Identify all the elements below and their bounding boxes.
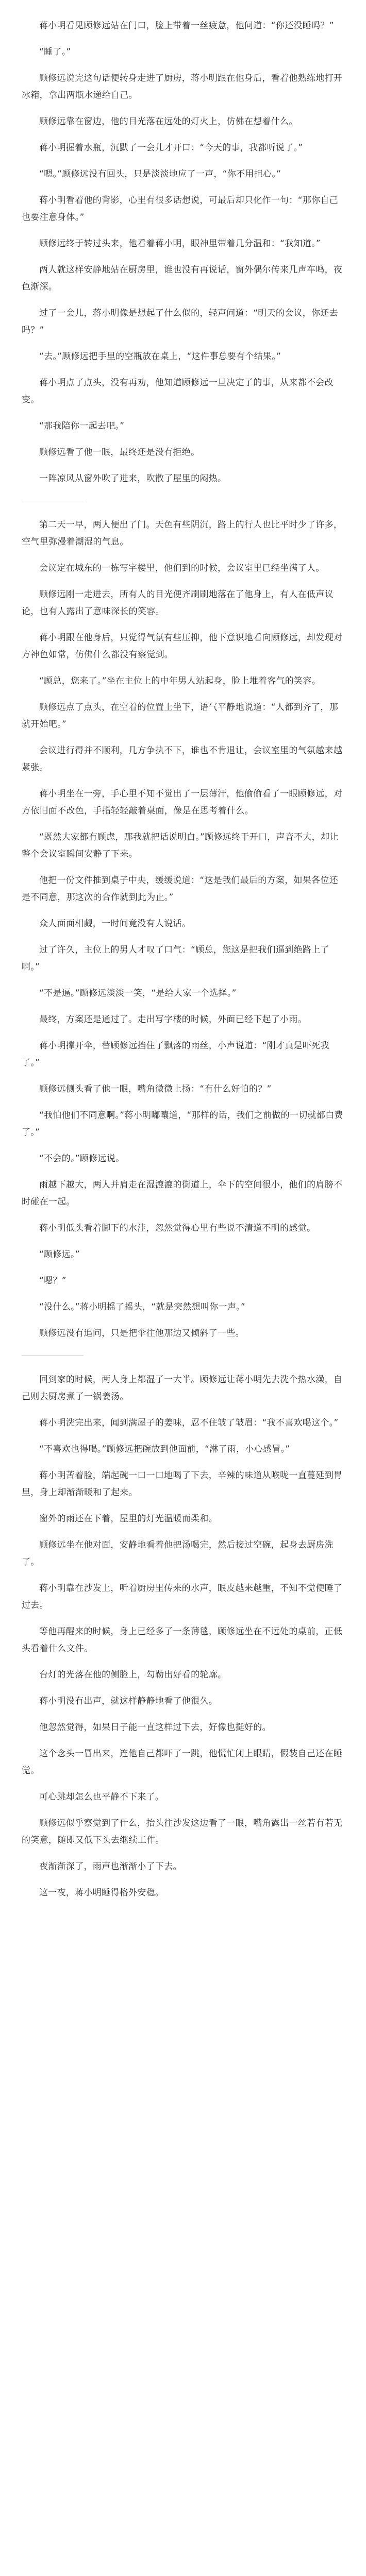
- paragraph: “嗯。”顾修远没有回头，只是淡淡地应了一声，“你不用担心。”: [39, 169, 281, 179]
- paragraph: 会议进行得并不顺利，几方争执不下，谁也不肯退让，会议室里的气氛越来越紧张。: [22, 745, 343, 773]
- paragraph: 顾修远侧头看了他一眼，嘴角微微上扬：“有什么好怕的？”: [39, 1084, 272, 1094]
- paragraph: 最终，方案还是通过了。走出写字楼的时候，外面已经下起了小雨。: [39, 1014, 307, 1025]
- paragraph: 等他再醒来的时候，身上已经多了一条薄毯，顾修远坐在不远处的桌前，正低头看着什么文件。: [22, 1626, 343, 1654]
- paragraph: 过了一会儿，蒋小明像是想起了什么似的，轻声问道：“明天的会议，你还去吗？”: [22, 308, 339, 335]
- paragraph: “不喜欢也得喝。”顾修远把碗放到他面前，“淋了雨，小心感冒。”: [39, 1444, 290, 1454]
- paragraph: 顾修远说完这句话便转身走进了厨房，蒋小明跟在他身后，看着他熟练地打开冰箱，拿出两瓶水递给自己。: [22, 73, 343, 100]
- paragraph: 蒋小明低头看着脚下的水洼，忽然觉得心里有些说不清道不明的感觉。: [39, 1223, 316, 1233]
- paragraph: “既然大家都有顾虑，那我就把话说明白。”顾修远终于开口，声音不大，却让整个会议室瞬间安静了下来。: [22, 832, 339, 859]
- paragraph: 众人面面相觑，一时间竟没有人说话。: [39, 919, 191, 929]
- paragraph: 顾修远坐在他对面，安静地看着他把汤喝完，然后接过空碗，起身去厨房洗了。: [22, 1540, 334, 1567]
- paragraph: “不是逼。”顾修远淡淡一笑，“是给大家一个选择。”: [39, 988, 237, 998]
- paragraph: “去。”顾修远把手里的空瓶放在桌上，“这件事总要有个结果。”: [39, 351, 281, 362]
- paragraph: 顾修远似乎察觉到了什么，抬头往沙发这边看了一眼，嘴角露出一丝若有若无的笑意，随即又低下头去继续工作。: [22, 1818, 343, 1845]
- paragraph: “顾修远。”: [39, 1249, 80, 1260]
- paragraph: “顾总，您来了。”坐在主位上的中年男人站起身，脸上堆着客气的笑容。: [39, 676, 321, 686]
- paragraph: “那我陪你一起去吧。”: [39, 421, 125, 431]
- paragraph: 台灯的光落在他的侧脸上，勾勒出好看的轮廓。: [39, 1670, 227, 1680]
- paragraph: 顾修远终于转过头来，他看着蒋小明，眼神里带着几分温和：“我知道。”: [39, 239, 321, 249]
- paragraph: 顾修远看了他一眼，最终还是没有拒绝。: [39, 447, 200, 457]
- paragraph: 顾修远没有追问，只是把伞往他那边又倾斜了一些。: [39, 1328, 244, 1338]
- paragraph: 顾修远刚一走进去，所有人的目光便齐刷刷地落在了他身上，有人在低声议论，也有人露出了意味深长的笑容。: [22, 589, 334, 617]
- paragraph: 蒋小明靠在沙发上，听着厨房里传来的水声，眼皮越来越重，不知不觉便睡了过去。: [22, 1583, 343, 1611]
- paragraph: 这个念头一冒出来，连他自己都吓了一跳，他慌忙闭上眼睛，假装自己还在睡觉。: [22, 1749, 343, 1776]
- paragraph: 一阵凉风从窗外吹了进来，吹散了屋里的闷热。: [39, 473, 227, 484]
- paragraph: 蒋小明握着水瓶，沉默了一会儿才开口：“今天的事，我都听说了。”: [39, 143, 303, 153]
- paragraph: 会议定在城东的一栋写字楼里，他们到的时候，会议室里已经坐满了人。: [39, 563, 325, 573]
- paragraph: 窗外的雨还在下着，屋里的灯光温暖而柔和。: [39, 1514, 218, 1524]
- paragraph: 蒋小明看着他的背影，心里有很多话想说，可最后却只化作一句：“那你自己也要注意身体。”: [22, 195, 339, 223]
- paragraph: 顾修远点了点头，在空着的位置上坐下，语气平静地说道：“人都到齐了，那就开始吧。”: [22, 702, 339, 730]
- paragraph: 蒋小明苦着脸，端起碗一口一口地喝了下去，辛辣的味道从喉咙一直蔓延到胃里，身上却渐渐暖和了起来。: [22, 1470, 343, 1498]
- paragraph: 蒋小明点了点头，没有再劝，他知道顾修远一旦决定了的事，从来都不会改变。: [22, 378, 334, 405]
- section-divider: [22, 1355, 84, 1356]
- paragraph: 回到家的时候，两人身上都湿了一大半。顾修远让蒋小明先去洗个热水澡，自己则去厨房煮了一锅姜汤。: [22, 1375, 343, 1402]
- paragraph: 过了许久，主位上的男人才叹了口气：“顾总，您这是把我们逼到绝路上了啊。”: [22, 945, 329, 972]
- paragraph: 两人就这样安静地站在厨房里，谁也没有再说话，窗外偶尔传来几声车鸣，夜色渐深。: [22, 265, 343, 292]
- paragraph: “睡了。”: [39, 47, 71, 57]
- paragraph: 夜渐渐深了，雨声也渐渐小了下去。: [39, 1861, 182, 1872]
- paragraph: “没什么。”蒋小明摇了摇头，“就是突然想叫你一声。”: [39, 1302, 246, 1312]
- paragraph: “不会的。”顾修远说。: [39, 1154, 125, 1164]
- section-1: [22, 18, 344, 487]
- paragraph: 蒋小明没有出声，就这样静静地看了他很久。: [39, 1696, 218, 1706]
- section-2: [22, 517, 344, 1342]
- paragraph: “嗯？”: [39, 1276, 66, 1286]
- paragraph: 蒋小明跟在他身后，只觉得气氛有些压抑，他下意识地看向顾修远，却发现对方神色如常，仿佛什么都没有察觉到。: [22, 633, 343, 660]
- paragraph: 可心跳却怎么也平静不下来了。: [39, 1792, 164, 1802]
- paragraph: 蒋小明坐在一旁，手心里不知不觉出了一层薄汗，他偷偷看了一眼顾修远，对方依旧面不改色，手指轻轻敲着桌面，像是在思考着什么。: [22, 789, 343, 816]
- paragraph: 他把一份文件推到桌子中央，缓缓说道：“这是我们最后的方案，如果各位还是不同意，那这次的合作就到此为止。”: [22, 875, 339, 903]
- paragraph: 他忽然觉得，如果日子能一直这样过下去，好像也挺好的。: [39, 1722, 271, 1733]
- paragraph: 雨越下越大，两人并肩走在湿漉漉的街道上，伞下的空间很小，他们的肩膀不时碰在一起。: [22, 1180, 343, 1207]
- paragraph: 蒋小明洗完出来，闻到满屋子的姜味，忍不住皱了皱眉：“我不喜欢喝这个。”: [39, 1418, 339, 1428]
- paragraph: 这一夜，蒋小明睡得格外安稳。: [39, 1888, 164, 1898]
- paragraph: 第二天一早，两人便出了门。天色有些阴沉，路上的行人也比平时少了许多，空气里弥漫着潮湿的气息。: [22, 520, 343, 547]
- section-3: [22, 1371, 344, 1902]
- paragraph: 蒋小明看见顾修远站在门口，脸上带着一丝疲惫，他问道：“你还没睡吗？”: [39, 21, 334, 31]
- paragraph: 顾修远靠在窗边，他的目光落在远处的灯火上，仿佛在想着什么。: [39, 116, 298, 127]
- paragraph: “我怕他们不同意啊。”蒋小明嘟囔道，“那样的话，我们之前做的一切就都白费了。”: [22, 1110, 343, 1138]
- paragraph: 蒋小明撑开伞，替顾修远挡住了飘落的雨丝，小声说道：“刚才真是吓死我了。”: [22, 1041, 329, 1068]
